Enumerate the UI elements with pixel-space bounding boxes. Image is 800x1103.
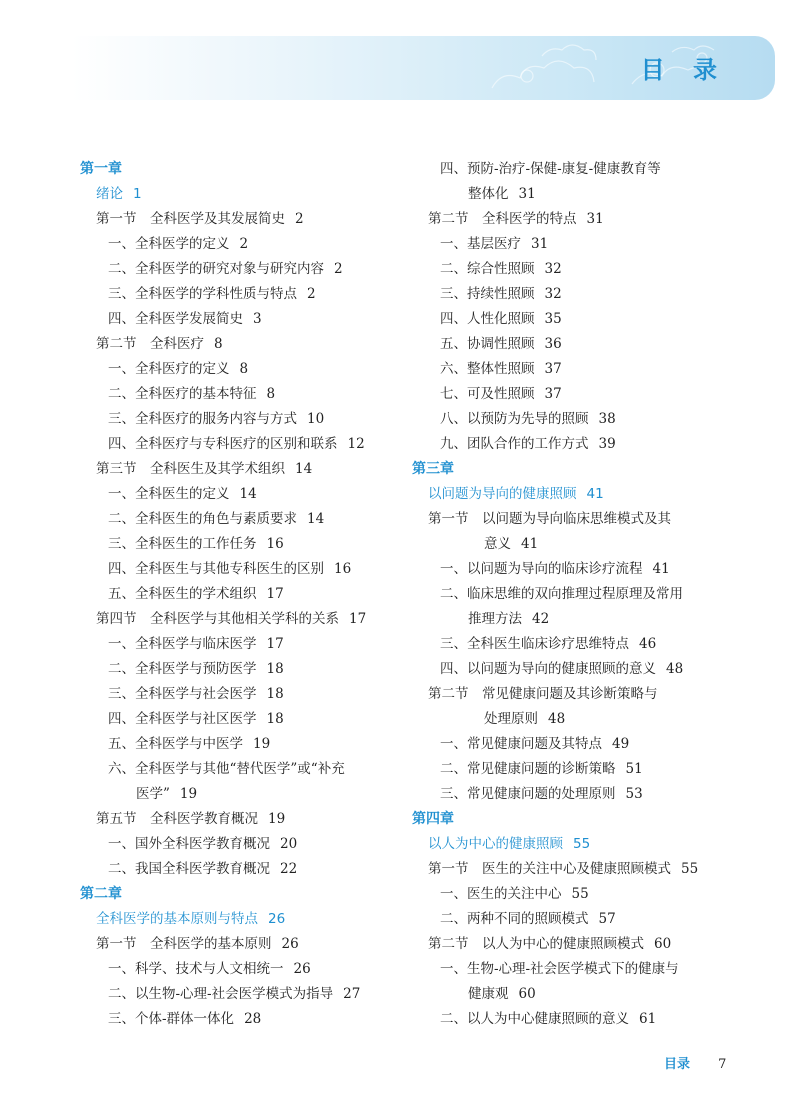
toc-entry-text: 全科医学的基本原则与特点 <box>96 911 258 927</box>
toc-entry-sec <box>80 207 410 232</box>
toc-entry-page: 57 <box>598 911 616 927</box>
toc-entry-text: 一、科学、技术与人文相统一 <box>108 961 284 977</box>
toc-entry-text: 一、全科医学与临床医学 <box>108 636 257 652</box>
toc-entry-text: 二、全科医疗的基本特征 <box>108 386 257 402</box>
toc-entry-cont3 <box>412 707 742 732</box>
toc-entry-page: 18 <box>266 686 284 702</box>
toc-entry-item <box>80 732 410 757</box>
toc-entry-page: 2 <box>307 286 316 302</box>
header-banner <box>72 36 775 100</box>
toc-entry-text: 三、全科医生的工作任务 <box>108 536 257 552</box>
toc-entry-cont2 <box>412 982 742 1007</box>
toc-entry-page: 16 <box>334 561 352 577</box>
toc-entry-page: 31 <box>586 211 604 227</box>
toc-entry-text: 第三节 全科医生及其学术组织 <box>96 461 285 477</box>
toc-entry-item <box>80 632 410 657</box>
toc-entry-page: 55 <box>573 836 591 852</box>
toc-entry-page: 48 <box>666 661 684 677</box>
toc-entry-text: 三、全科医学的学科性质与特点 <box>108 286 297 302</box>
toc-entry-item <box>80 232 410 257</box>
toc-entry-cont3 <box>412 532 742 557</box>
toc-entry-item <box>412 432 742 457</box>
toc-entry-text: 四、预防-治疗-保健-康复-健康教育等 <box>440 161 661 177</box>
toc-entry-sec <box>412 932 742 957</box>
toc-entry-cont2 <box>412 607 742 632</box>
toc-entry-text: 整体化 <box>468 186 509 202</box>
toc-entry-page: 26 <box>268 911 286 927</box>
toc-entry-text: 第四章 <box>412 811 454 827</box>
toc-entry-sec <box>80 457 410 482</box>
toc-entry-item <box>80 757 410 782</box>
toc-entry-text: 第二章 <box>80 886 122 902</box>
toc-entry-page: 2 <box>334 261 343 277</box>
toc-entry-page: 1 <box>133 186 142 202</box>
toc-entry-text: 健康观 <box>468 986 509 1002</box>
toc-entry-page: 41 <box>586 486 604 502</box>
toc-entry-item <box>412 257 742 282</box>
toc-entry-item <box>80 282 410 307</box>
toc-entry-text: 二、两种不同的照顾模式 <box>440 911 589 927</box>
page-title: 目 录 <box>640 56 727 84</box>
toc-entry-item <box>80 557 410 582</box>
toc-entry-item <box>412 332 742 357</box>
toc-entry-text: 第一节 全科医学的基本原则 <box>96 936 272 952</box>
toc-entry-item <box>412 907 742 932</box>
toc-entry-page: 17 <box>266 636 284 652</box>
toc-entry-text: 第二节 常见健康问题及其诊断策略与 <box>428 686 658 702</box>
toc-entry-cont2 <box>80 782 410 807</box>
toc-entry-sec <box>412 507 742 532</box>
toc-entry-page: 60 <box>654 936 672 952</box>
toc-entry-page: 16 <box>266 536 284 552</box>
footer-label: 目录 <box>664 1057 691 1072</box>
toc-entry-page: 18 <box>266 661 284 677</box>
toc-entry-page: 49 <box>612 736 630 752</box>
toc-entry-item <box>80 532 410 557</box>
toc-entry-page: 18 <box>266 711 284 727</box>
toc-entry-page: 32 <box>544 261 562 277</box>
toc-entry-text: 第五节 全科医学教育概况 <box>96 811 258 827</box>
toc-entry-item <box>80 357 410 382</box>
toc-entry-page: 36 <box>544 336 562 352</box>
toc-entry-text: 七、可及性照顾 <box>440 386 535 402</box>
toc-entry-text: 第四节 全科医学与其他相关学科的关系 <box>96 611 339 627</box>
toc-entry-cont2 <box>412 182 742 207</box>
toc-entry-chapter <box>412 457 742 482</box>
toc-entry-page: 2 <box>295 211 304 227</box>
toc-entry-page: 32 <box>544 286 562 302</box>
toc-entry-page: 12 <box>347 436 365 452</box>
toc-entry-text: 二、全科医学的研究对象与研究内容 <box>108 261 324 277</box>
toc-entry-page: 60 <box>518 986 536 1002</box>
toc-entry-item <box>412 1007 742 1032</box>
toc-entry-text: 三、全科医学与社会医学 <box>108 686 257 702</box>
toc-entry-page: 19 <box>268 811 286 827</box>
toc-entry-item <box>412 382 742 407</box>
toc-entry-text: 三、常见健康问题的处理原则 <box>440 786 616 802</box>
toc-entry-page: 14 <box>295 461 313 477</box>
toc-entry-page: 37 <box>544 386 562 402</box>
toc-entry-item <box>412 307 742 332</box>
toc-entry-item <box>412 632 742 657</box>
toc-entry-text: 五、全科医学与中医学 <box>108 736 243 752</box>
toc-entry-page: 19 <box>253 736 271 752</box>
toc-entry-page: 14 <box>307 511 325 527</box>
toc-entry-page: 8 <box>239 361 249 377</box>
toc-entry-text: 一、国外全科医学教育概况 <box>108 836 270 852</box>
toc-entry-text: 九、团队合作的工作方式 <box>440 436 589 452</box>
toc-entry-sec <box>80 807 410 832</box>
toc-entry-sec <box>80 607 410 632</box>
toc-entry-text: 四、全科医学发展简史 <box>108 311 243 327</box>
toc-entry-page: 2 <box>239 236 249 252</box>
toc-entry-item <box>80 982 410 1007</box>
toc-entry-text: 三、全科医生临床诊疗思维特点 <box>440 636 629 652</box>
toc-entry-page: 28 <box>244 1011 262 1027</box>
toc-entry-page: 8 <box>266 386 276 402</box>
toc-entry-page: 53 <box>625 786 643 802</box>
toc-entry-text: 第三章 <box>412 461 454 477</box>
toc-entry-sec <box>80 332 410 357</box>
toc-entry-page: 41 <box>521 536 539 552</box>
toc-entry-text: 以问题为导向的健康照顾 <box>428 486 577 502</box>
toc-entry-text: 第一节 以问题为导向临床思维模式及其 <box>428 511 671 527</box>
toc-entry-text: 二、综合性照顾 <box>440 261 535 277</box>
toc-entry-text: 第一节 医生的关注中心及健康照顾模式 <box>428 861 671 877</box>
toc-entry-text: 二、全科医学与预防医学 <box>108 661 257 677</box>
toc-entry-page: 37 <box>544 361 562 377</box>
toc-entry-text: 三、全科医疗的服务内容与方式 <box>108 411 297 427</box>
toc-entry-item <box>412 282 742 307</box>
toc-entry-text: 一、以问题为导向的临床诊疗流程 <box>440 561 643 577</box>
toc-entry-item <box>80 482 410 507</box>
toc-entry-item <box>80 1007 410 1032</box>
toc-entry-page: 14 <box>239 486 257 502</box>
toc-entry-text: 一、生物-心理-社会医学模式下的健康与 <box>440 961 679 977</box>
toc-entry-item <box>412 782 742 807</box>
toc-entry-page: 61 <box>639 1011 657 1027</box>
toc-entry-page: 22 <box>280 861 298 877</box>
toc-entry-item <box>412 957 742 982</box>
toc-entry-item <box>412 557 742 582</box>
page-footer <box>664 1055 726 1075</box>
toc-entry-item <box>412 407 742 432</box>
toc-entry-item <box>412 357 742 382</box>
toc-entry-item <box>412 232 742 257</box>
toc-entry-text: 医学” <box>136 786 170 802</box>
toc-entry-sec <box>412 682 742 707</box>
toc-entry-text: 四、人性化照顾 <box>440 311 535 327</box>
toc-entry-ctitle <box>412 832 742 857</box>
toc-entry-ctitle <box>80 182 410 207</box>
toc-entry-sec <box>412 207 742 232</box>
toc-entry-page: 51 <box>625 761 643 777</box>
toc-entry-text: 一、基层医疗 <box>440 236 521 252</box>
toc-entry-text: 一、全科医学的定义 <box>108 236 230 252</box>
toc-entry-text: 一、全科医疗的定义 <box>108 361 230 377</box>
toc-entry-text: 二、以生物-心理-社会医学模式为指导 <box>108 986 334 1002</box>
toc-entry-page: 38 <box>598 411 616 427</box>
toc-entry-text: 第一节 全科医学及其发展简史 <box>96 211 285 227</box>
toc-entry-sec <box>412 857 742 882</box>
toc-entry-text: 四、全科医学与社区医学 <box>108 711 257 727</box>
toc-entry-item <box>80 407 410 432</box>
toc-entry-text: 二、全科医生的角色与素质要求 <box>108 511 297 527</box>
toc-entry-text: 五、全科医生的学术组织 <box>108 586 257 602</box>
toc-entry-page: 8 <box>214 336 223 352</box>
toc-entry-item <box>80 582 410 607</box>
toc-entry-page: 48 <box>548 711 566 727</box>
toc-entry-item <box>412 157 742 182</box>
page-number: 7 <box>718 1057 727 1072</box>
toc-entry-item <box>80 257 410 282</box>
toc-entry-item <box>412 882 742 907</box>
toc-entry-page: 31 <box>518 186 536 202</box>
toc-entry-page: 27 <box>343 986 361 1002</box>
toc-entry-page: 3 <box>253 311 262 327</box>
toc-entry-text: 推理方法 <box>468 611 522 627</box>
toc-entry-text: 以人为中心的健康照顾 <box>428 836 563 852</box>
toc-entry-text: 三、个体-群体一体化 <box>108 1011 235 1027</box>
toc-entry-text: 八、以预防为先导的照顾 <box>440 411 589 427</box>
toc-entry-item <box>80 307 410 332</box>
toc-entry-page: 46 <box>639 636 657 652</box>
toc-entry-page: 55 <box>681 861 699 877</box>
toc-entry-text: 五、协调性照顾 <box>440 336 535 352</box>
toc-entry-item <box>80 832 410 857</box>
toc-entry-sec <box>80 932 410 957</box>
toc-entry-text: 六、全科医学与其他“替代医学”或“补充 <box>108 761 345 777</box>
toc-entry-page: 35 <box>544 311 562 327</box>
toc-entry-ctitle <box>80 907 410 932</box>
toc-entry-page: 41 <box>652 561 670 577</box>
toc-entry-page: 20 <box>280 836 298 852</box>
toc-entry-text: 二、以人为中心健康照顾的意义 <box>440 1011 629 1027</box>
toc-entry-text: 一、医生的关注中心 <box>440 886 562 902</box>
toc-entry-item <box>80 682 410 707</box>
toc-entry-item <box>412 657 742 682</box>
toc-column-right <box>412 157 742 1032</box>
toc-entry-page: 10 <box>307 411 325 427</box>
toc-entry-item <box>80 507 410 532</box>
toc-entry-item <box>80 707 410 732</box>
toc-entry-item <box>80 382 410 407</box>
toc-entry-chapter <box>80 157 410 182</box>
toc-entry-text: 四、全科医生与其他专科医生的区别 <box>108 561 324 577</box>
toc-entry-text: 二、我国全科医学教育概况 <box>108 861 270 877</box>
toc-entry-text: 三、持续性照顾 <box>440 286 535 302</box>
toc-entry-item <box>80 432 410 457</box>
toc-entry-ctitle <box>412 482 742 507</box>
toc-entry-item <box>80 857 410 882</box>
toc-entry-chapter <box>80 882 410 907</box>
toc-entry-text: 绪论 <box>96 186 123 202</box>
toc-entry-text: 二、临床思维的双向推理过程原理及常用 <box>440 586 683 602</box>
toc-column-left <box>80 157 410 1032</box>
toc-entry-page: 19 <box>179 786 198 802</box>
toc-entry-page: 42 <box>532 611 550 627</box>
toc-entry-page: 26 <box>281 936 299 952</box>
toc-entry-item <box>412 732 742 757</box>
toc-entry-page: 26 <box>293 961 311 977</box>
toc-entry-text: 第二节 以人为中心的健康照顾模式 <box>428 936 644 952</box>
toc-entry-page: 17 <box>349 611 367 627</box>
toc-entry-page: 55 <box>571 886 589 902</box>
toc-entry-page: 31 <box>531 236 549 252</box>
toc-entry-item <box>80 957 410 982</box>
toc-entry-item <box>412 757 742 782</box>
toc-entry-text: 第二节 全科医疗 <box>96 336 204 352</box>
toc-entry-text: 意义 <box>484 536 511 552</box>
toc-entry-text: 处理原则 <box>484 711 538 727</box>
toc-entry-chapter <box>412 807 742 832</box>
toc-entry-text: 一、常见健康问题及其特点 <box>440 736 602 752</box>
toc-entry-item <box>80 657 410 682</box>
toc-entry-text: 二、常见健康问题的诊断策略 <box>440 761 616 777</box>
toc-entry-text: 四、全科医疗与专科医疗的区别和联系 <box>108 436 338 452</box>
toc-entry-text: 六、整体性照顾 <box>440 361 535 377</box>
toc-entry-text: 一、全科医生的定义 <box>108 486 230 502</box>
toc-entry-text: 四、以问题为导向的健康照顾的意义 <box>440 661 656 677</box>
toc-entry-text: 第一章 <box>80 161 122 177</box>
toc-entry-page: 39 <box>598 436 616 452</box>
toc-entry-item <box>412 582 742 607</box>
toc-entry-text: 第二节 全科医学的特点 <box>428 211 577 227</box>
toc-entry-page: 17 <box>266 586 284 602</box>
